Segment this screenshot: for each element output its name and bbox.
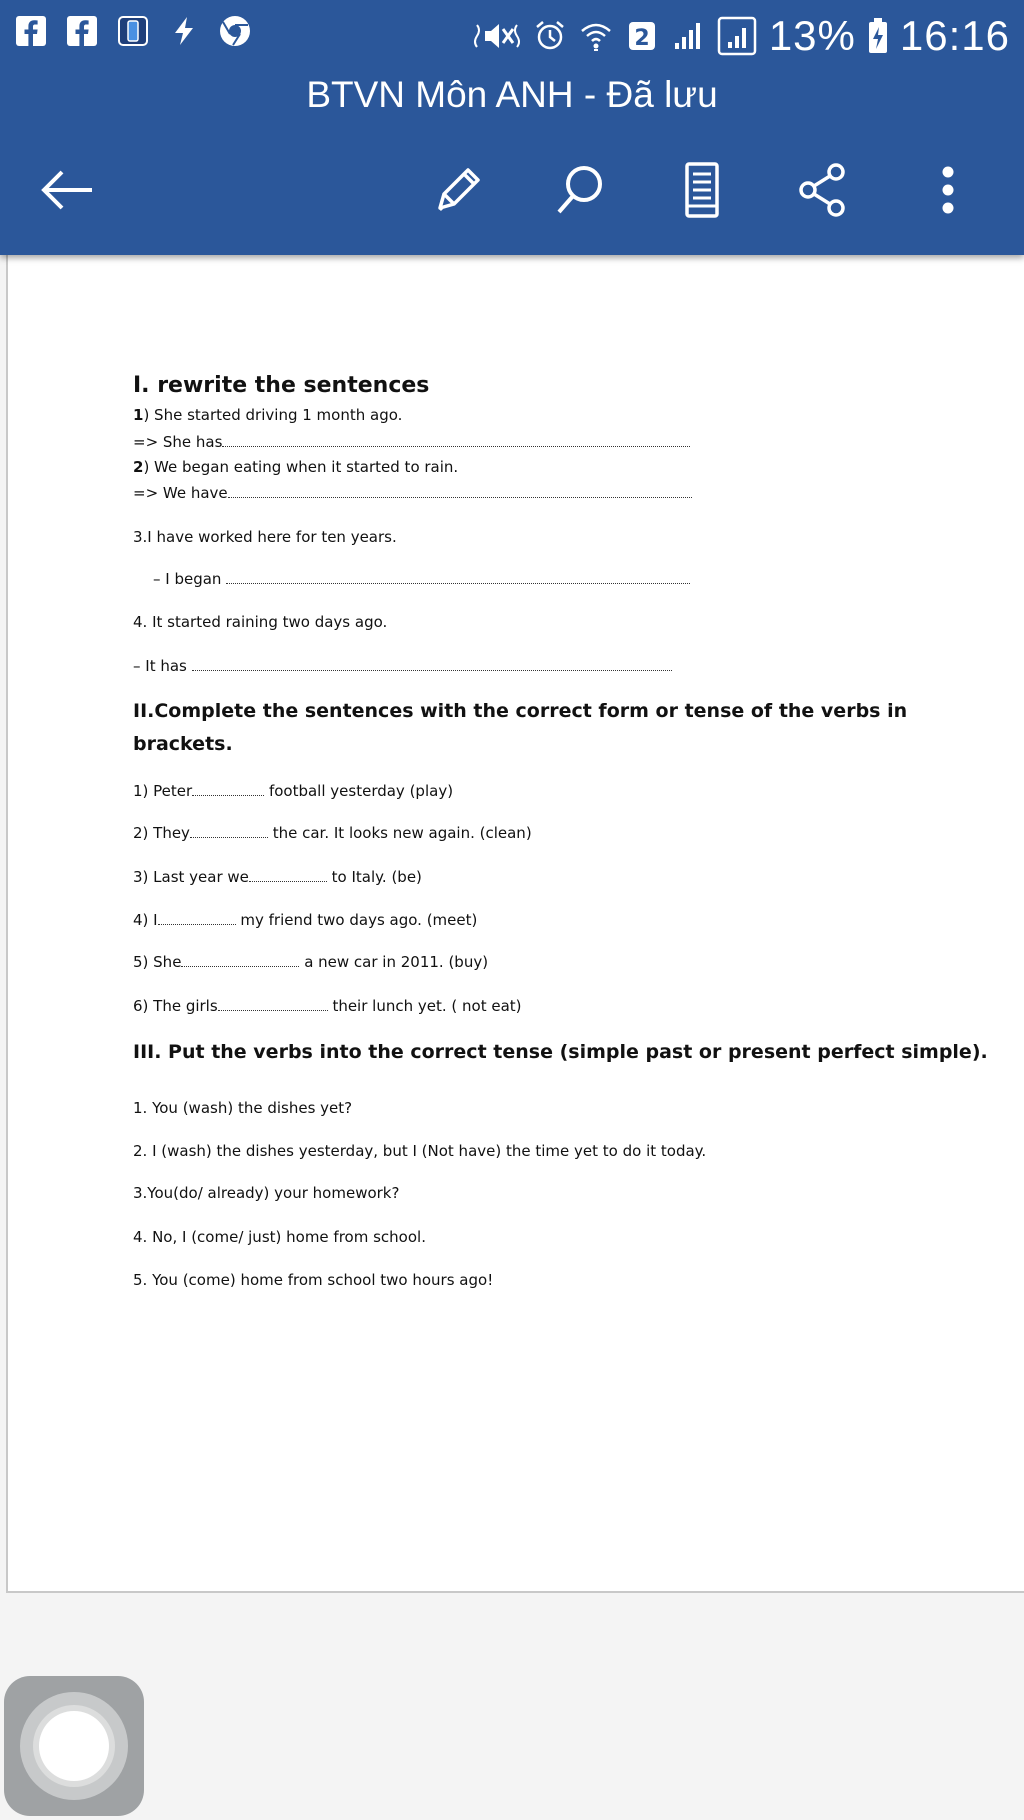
section-2-item-3: 3) Last year we to Italy. (be): [133, 868, 422, 886]
section-3-item-1: 1. You (wash) the dishes yet?: [133, 1099, 353, 1117]
clock: 16:16: [899, 12, 1010, 59]
share-icon: [794, 160, 854, 220]
section-3-item-4: 4. No, I (come/ just) home from school.: [133, 1228, 426, 1246]
section-1-item-2-answer: => We have: [133, 484, 692, 502]
section-1-item-2-prompt: 2) We began eating when it started to rain.: [133, 458, 459, 476]
chrome-icon: [218, 14, 252, 48]
assistive-touch-core: [39, 1711, 109, 1781]
section-2-item-6: 6) The girls their lunch yet. ( not eat): [133, 997, 522, 1015]
phone-app-icon: [116, 14, 150, 48]
section-1-item-3-answer: – I began: [153, 570, 690, 588]
section-1-item-1-prompt: 1) She started driving 1 month ago.: [133, 406, 403, 424]
app-header: [0, 0, 1024, 255]
more-vertical-icon: [938, 160, 958, 220]
section-1-heading: I. rewrite the sentences: [133, 373, 430, 398]
section-2-item-4: 4) I my friend two days ago. (meet): [133, 911, 478, 929]
facebook-icon: [65, 14, 99, 48]
assistive-touch-button[interactable]: [4, 1676, 144, 1816]
toolbar: [0, 150, 1024, 230]
assistive-touch-ring: [20, 1692, 128, 1800]
facebook-icon: [14, 14, 48, 48]
flash-icon: [167, 14, 201, 48]
status-bar: [0, 0, 1024, 72]
alarm-icon: [533, 19, 567, 53]
section-3-item-5: 5. You (come) home from school two hours ago!: [133, 1271, 494, 1289]
section-2-item-1: 1) Peter football yesterday (play): [133, 782, 454, 800]
battery-charging-icon: [868, 19, 888, 53]
reading-view-icon: [677, 160, 727, 220]
signal-icon: [671, 19, 705, 53]
signal-box-icon: [717, 19, 757, 53]
section-3-heading: III. Put the verbs into the correct tense (simple past or present perfect simple).: [133, 1041, 988, 1063]
section-2-item-2: 2) They the car. It looks new again. (clean): [133, 824, 532, 842]
document-page[interactable]: [6, 255, 1024, 1593]
battery-percent: 13%: [768, 12, 856, 59]
section-3-item-3: 3.You(do/ already) your homework?: [133, 1184, 400, 1202]
reading-view-button[interactable]: [662, 150, 742, 230]
section-1-item-4-prompt: 4. It started raining two days ago.: [133, 613, 388, 631]
section-1-item-3-prompt: 3.I have worked here for ten years.: [133, 528, 397, 546]
search-icon: [550, 160, 610, 220]
wifi-icon: [579, 19, 613, 53]
section-2-heading: II.Complete the sentences with the correct form or tense of the verbs in brackets.: [133, 700, 908, 755]
section-2-item-5: 5) She a new car in 2011. (buy): [133, 953, 489, 971]
sim2-icon: [625, 19, 659, 53]
edit-button[interactable]: [418, 150, 498, 230]
mute-icon: [471, 19, 521, 53]
more-options-button[interactable]: [908, 150, 988, 230]
system-indicators: [471, 6, 1010, 66]
section-1-item-4-answer: – It has: [133, 657, 672, 675]
back-button[interactable]: [26, 150, 106, 230]
document-title: BTVN Môn ANH - Đã lưu: [306, 74, 718, 115]
notification-icons: [14, 14, 252, 48]
pencil-icon: [428, 160, 488, 220]
share-button[interactable]: [784, 150, 864, 230]
svg-text:2: 2: [634, 26, 650, 51]
section-3-item-2: 2. I (wash) the dishes yesterday, but I (Not have) the time yet to do it today.: [133, 1142, 707, 1160]
section-1-item-1-answer: => She has: [133, 433, 690, 451]
back-arrow-icon: [36, 165, 96, 215]
search-button[interactable]: [540, 150, 620, 230]
